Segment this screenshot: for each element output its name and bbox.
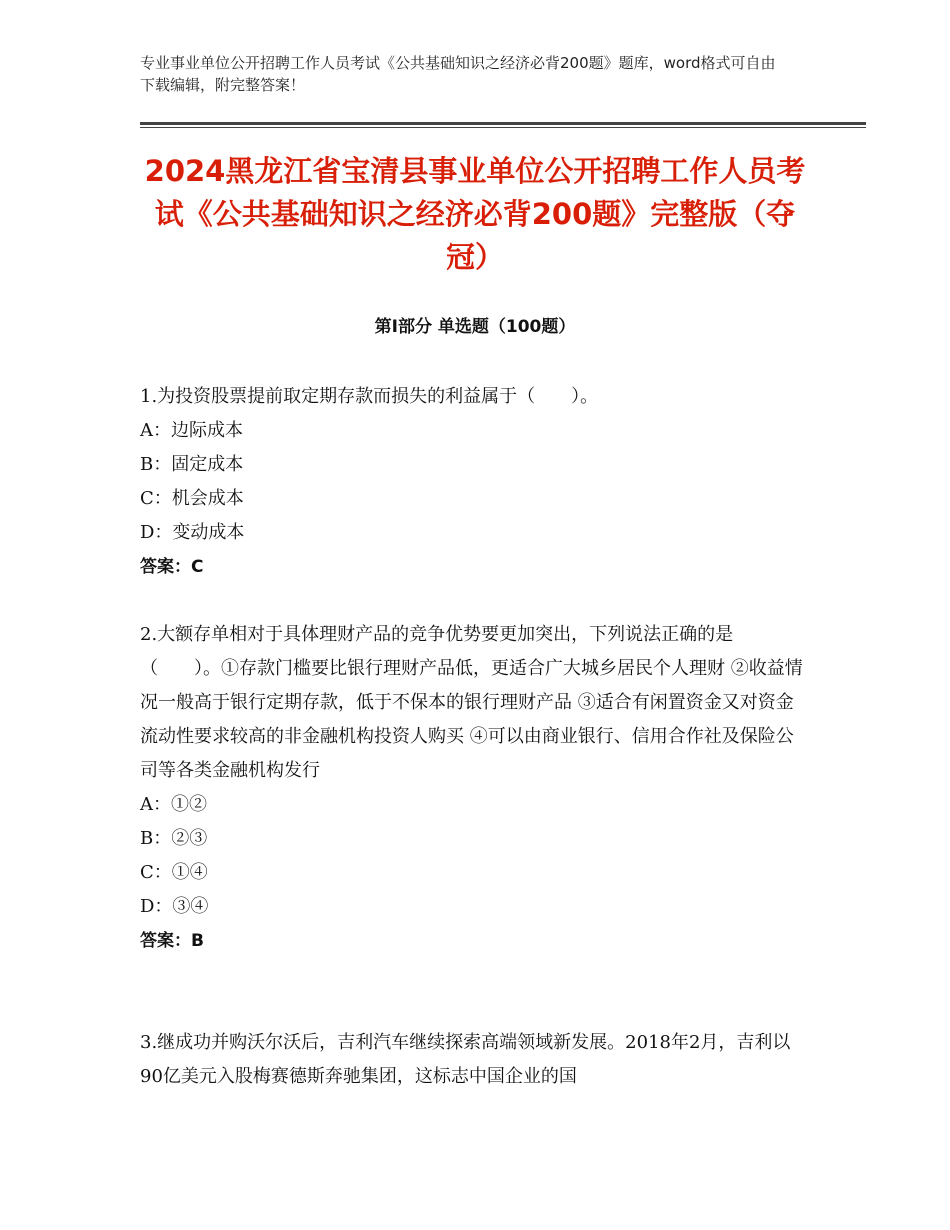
option-c: C：机会成本 — [140, 488, 244, 509]
option-d: D：③④ — [140, 896, 209, 917]
page-header: 专业事业单位公开招聘工作人员考试《公共基础知识之经济必背200题》题库，word格式可自由下载编辑，附完整答案！ — [140, 54, 776, 94]
option-d: D：变动成本 — [140, 522, 245, 543]
header-divider-thick — [140, 122, 866, 125]
answer: 答案：C — [140, 557, 204, 577]
option-c: C：①④ — [140, 862, 208, 883]
answer: 答案：B — [140, 931, 204, 951]
option-b: B：②③ — [140, 828, 208, 849]
question-stem: 3.继成功并购沃尔沃后，吉利汽车继续探索高端领域新发展。2018年2月，吉利以90亿美元入股梅赛德斯奔驰集团，这标志中国企业的国 — [140, 1032, 791, 1087]
question-stem: 1.为投资股票提前取定期存款而损失的利益属于（ ）。 — [140, 386, 599, 407]
question-stem: 2.大额存单相对于具体理财产品的竞争优势要更加突出，下列说法正确的是（ ）。①存款门槛要比银行理财产品低，更适合广大城乡居民个人理财 ②收益情况一般高于银行定期存款，低于不保本的银行理财产品 ③适合有闲置资金又对资金流动性要求较高的非金融机构投资人购买 ④可以由商业银行、信用合作社及保险公司等各类金融机构发行 — [140, 624, 803, 781]
question-2 — [140, 618, 810, 958]
question-1 — [140, 380, 810, 584]
document-title: 2024黑龙江省宝清县事业单位公开招聘工作人员考试《公共基础知识之经济必背200题》完整版（夺冠） — [144, 154, 806, 274]
section-title: 第Ⅰ部分 单选题（100题） — [374, 317, 576, 337]
header-divider-thin — [140, 127, 866, 128]
option-a: A：①② — [140, 794, 207, 815]
option-a: A：边际成本 — [140, 420, 243, 441]
option-b: B：固定成本 — [140, 454, 244, 475]
question-3 — [140, 1026, 810, 1094]
